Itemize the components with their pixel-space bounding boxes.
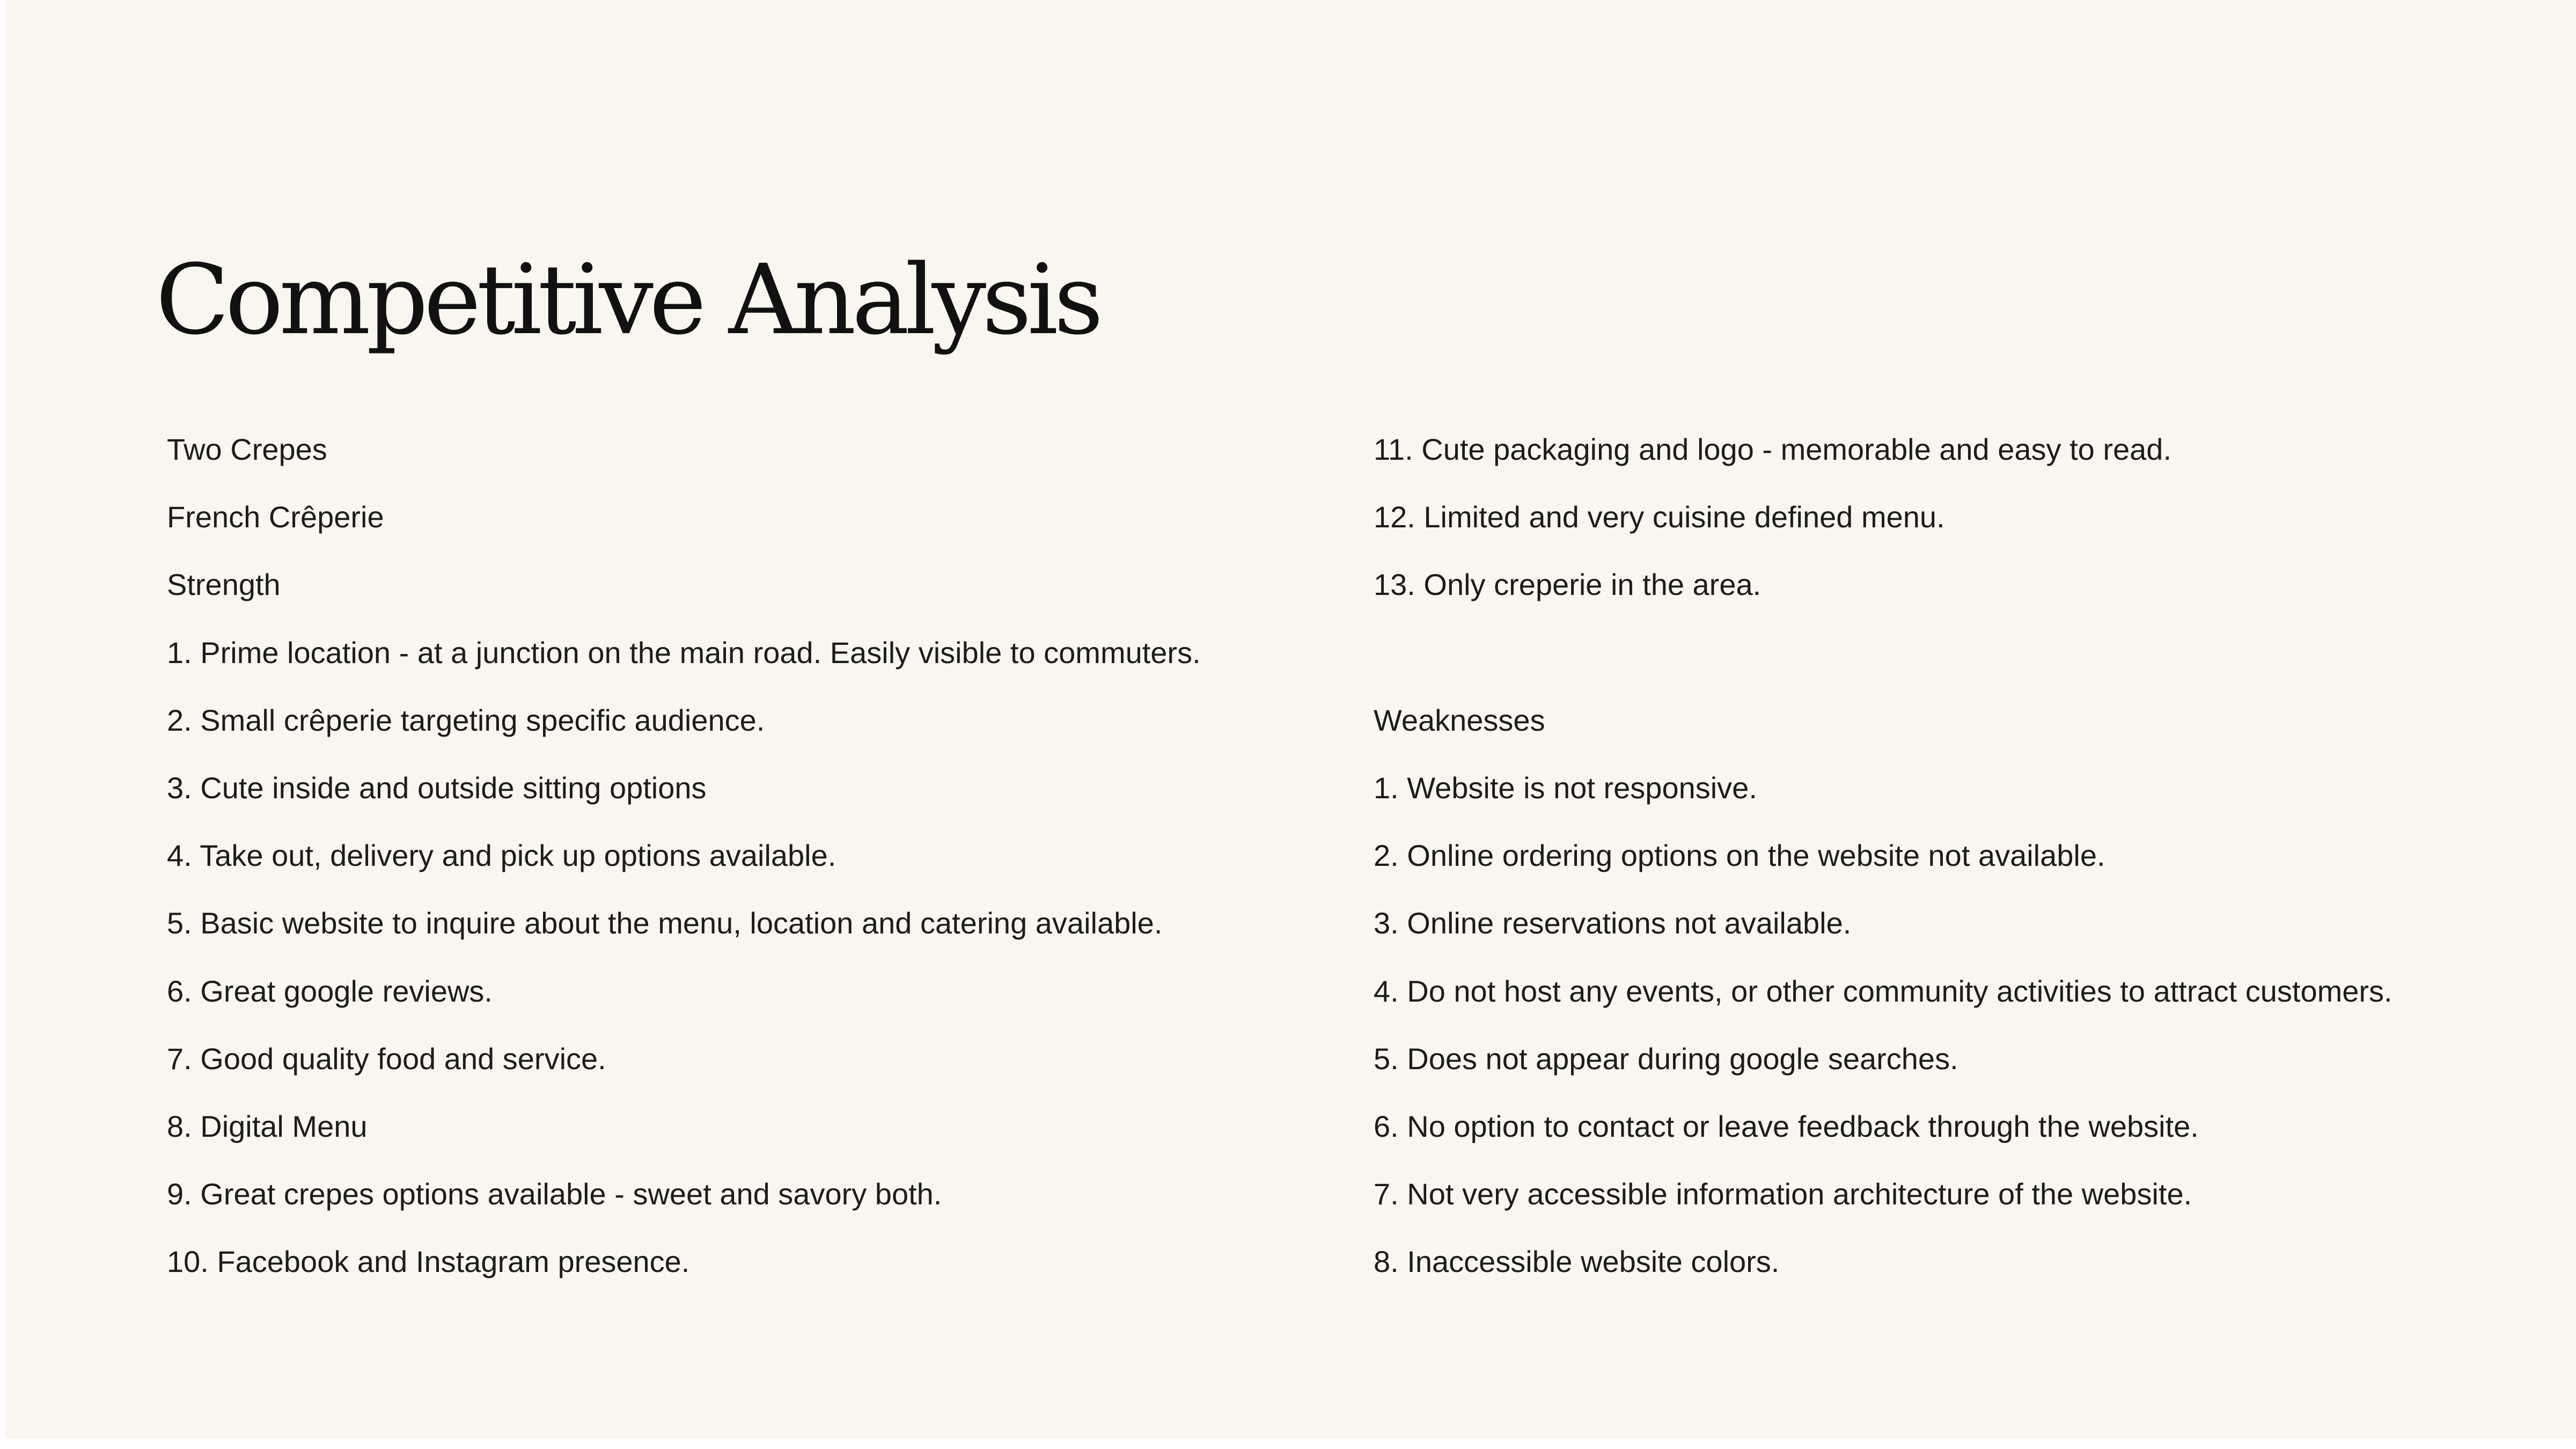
list-item: 7. Good quality food and service. xyxy=(167,1041,606,1076)
list-item: 10. Facebook and Instagram presence. xyxy=(167,1245,690,1279)
list-item: 9. Great crepes options available - sweet and savory both. xyxy=(167,1177,942,1211)
list-item: 8. Inaccessible website colors. xyxy=(1374,1245,1780,1279)
list-item: 3. Online reservations not available. xyxy=(1374,906,1852,940)
list-item: 1. Website is not responsive. xyxy=(1374,770,1757,805)
list-item: 6. Great google reviews. xyxy=(167,974,493,1008)
slide xyxy=(5,0,2576,1439)
page-title: Competitive Analysis xyxy=(156,244,1099,356)
list-item: 1. Prime location - at a junction on the main road. Easily visible to commuters. xyxy=(167,635,1201,670)
list-item: 5. Basic website to inquire about the menu, location and catering available. xyxy=(167,906,1163,940)
blank-line xyxy=(1374,619,2392,687)
list-item: 4. Take out, delivery and pick up options available. xyxy=(167,838,836,873)
section-heading-strength: Strength xyxy=(167,568,281,602)
section-heading-weaknesses: Weaknesses xyxy=(1374,703,1545,737)
list-item: 11. Cute packaging and logo - memorable and easy to read. xyxy=(1374,432,2172,466)
list-item: 2. Small crêperie targeting specific audience. xyxy=(167,703,765,737)
strengths-column xyxy=(167,416,1201,1296)
list-item: 4. Do not host any events, or other community activities to attract customers. xyxy=(1374,974,2392,1008)
list-item: 12. Limited and very cuisine defined menu. xyxy=(1374,500,1945,534)
list-item: 6. No option to contact or leave feedback through the website. xyxy=(1374,1109,2199,1143)
list-item: 13. Only creperie in the area. xyxy=(1374,568,1762,602)
competitor-name: Two Crepes xyxy=(167,432,327,466)
competitor-type: French Crêperie xyxy=(167,500,384,534)
list-item: 8. Digital Menu xyxy=(167,1109,368,1143)
list-item: 3. Cute inside and outside sitting options xyxy=(167,770,707,805)
list-item: 7. Not very accessible information architecture of the website. xyxy=(1374,1177,2192,1211)
list-item: 5. Does not appear during google searches. xyxy=(1374,1041,1958,1076)
weaknesses-column xyxy=(1374,416,2392,1296)
list-item: 2. Online ordering options on the website not available. xyxy=(1374,838,2105,873)
